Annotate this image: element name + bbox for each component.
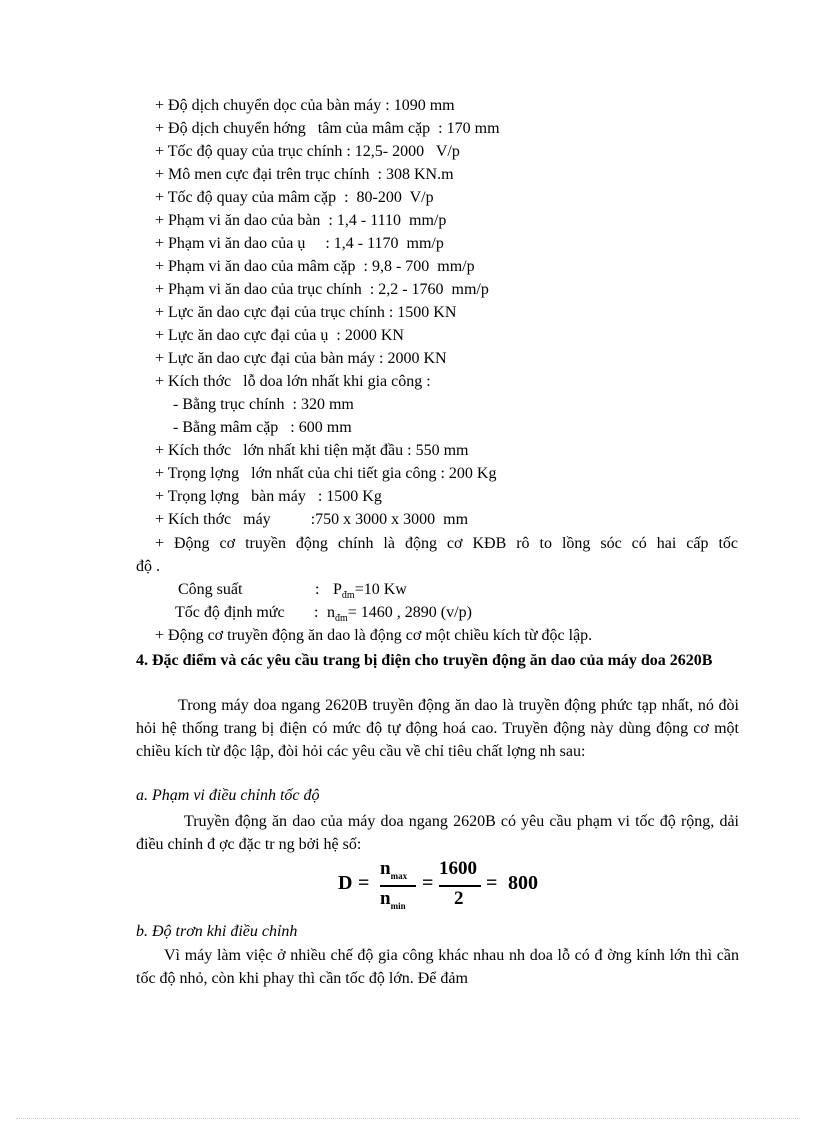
spec-line: + Trọng lợng lớn nhất của chi tiết gia công : 200 Kg [155,465,497,482]
speed-label: Tốc độ định mức [175,604,285,621]
speed-symbol: n [327,604,335,621]
spec-line: + Độ dịch chuyển dọc của bàn máy : 1090 mm [155,97,455,114]
n-symbol: n [380,858,391,879]
spec-line: + Phạm vi ăn dao của mâm cặp : 9,8 - 700 mm/p [155,258,475,275]
spec-line: + Lực ăn dao cực đại của ụ : 2000 KN [155,327,404,344]
spec-line: + Lực ăn dao cực đại của bàn máy : 2000 KN [155,350,447,367]
spec-line: + Kích thớc máy :750 x 3000 x 3000 mm [155,511,469,528]
formula-numerator-value: 1600 [439,858,477,879]
power-value: =10 Kw [354,581,407,598]
spec-line: + Kích thớc lớn nhất khi tiện mặt đầu : 550 mm [155,442,469,459]
n-symbol: n [380,888,391,909]
power-symbol: P [333,581,342,598]
section-heading: 4. Đặc điểm và các yêu cầu trang bị điện cho truyền động ăn dao của máy doa 2620B [136,652,713,669]
paragraph-1: Trong máy doa ngang 2620B truyền động ăn dao là truyền động phức tạp nhất, nó đòi hỏi hệ thống trang bị điện có mức độ tự động hoá cao. Truyền động này dùng động cơ một chiều kích từ độc lập, đòi hỏi các yêu cầu về chỉ tiêu chất lợng nh sau: [136,697,739,760]
power-subscript: đm [341,590,355,602]
spec-line: + Độ dịch chuyển hớng tâm của mâm cặp : 170 mm [155,120,500,137]
fraction-bar [380,885,416,887]
subheading-b: b. Độ trơn khi điều chỉnh [136,923,298,940]
power-label: Công suất [178,581,243,598]
formula-denominator-value: 2 [454,888,464,909]
formula-equals: = [486,872,498,894]
spec-line: + Phạm vi ăn dao của ụ : 1,4 - 1170 mm/p [155,235,444,252]
paragraph-2: Truyền động ăn dao của máy doa ngang 2620B có yêu cầu phạm vi tốc độ rộng, dải điều chỉnh đ ợc đặc tr ng bởi hệ số: [136,813,739,853]
sub-spec-line: - Bằng trục chính : 320 mm [173,396,354,413]
power-colon: : [315,581,320,598]
formula-numerator [380,858,407,881]
paragraph-3: Vì máy làm việc ở nhiều chế độ gia công khác nhau nh doa lỗ có đ ờng kính lớn thì cần tốc độ nhỏ, còn khi phay thì cần tốc độ lớn. Để đảm [136,947,739,987]
formula-result: 800 [508,872,538,894]
spec-line: + Kích thớc lỗ doa lớn nhất khi gia công : [155,373,431,390]
motor-line-continued: độ . [136,558,160,575]
formula-denominator [380,888,406,911]
spec-line: + Phạm vi ăn dao của bàn : 1,4 - 1110 mm/p [155,212,447,229]
spec-line: + Phạm vi ăn dao của trục chính : 2,2 - 1760 mm/p [155,281,489,298]
speed-subscript: đm [335,613,348,625]
spec-line: + Lực ăn dao cực đại của trục chính : 1500 KN [155,304,457,321]
formula-equals: = [422,872,434,894]
speed-colon: : [314,604,319,621]
sub-spec-line: - Bằng mâm cặp : 600 mm [173,419,352,436]
fraction-bar [439,885,481,887]
formula-lhs: D [338,872,353,894]
spec-line: + Tốc độ quay của mâm cặp : 80-200 V/p [155,189,434,206]
feed-motor-line: + Động cơ truyền động ăn dao là động cơ một chiều kích từ độc lập. [155,627,593,644]
min-subscript: min [390,900,406,911]
spec-line: + Tốc độ quay của trục chính : 12,5- 2000 V/p [155,143,460,160]
subheading-a: a. Phạm vi điều chỉnh tốc độ [136,787,320,804]
spec-line: + Mô men cực đại trên trục chính : 308 KN.m [155,166,454,183]
motor-line: + Động cơ truyền động chính là động cơ KĐB rô to lồng sóc có hai cấp tốc [155,535,738,552]
formula-equals: = [358,872,370,894]
page-footer-divider [16,1118,800,1119]
spec-line: + Trọng lợng bàn máy : 1500 Kg [155,488,382,505]
speed-value: = 1460 , 2890 (v/p) [347,604,472,621]
max-subscript: max [390,870,408,881]
